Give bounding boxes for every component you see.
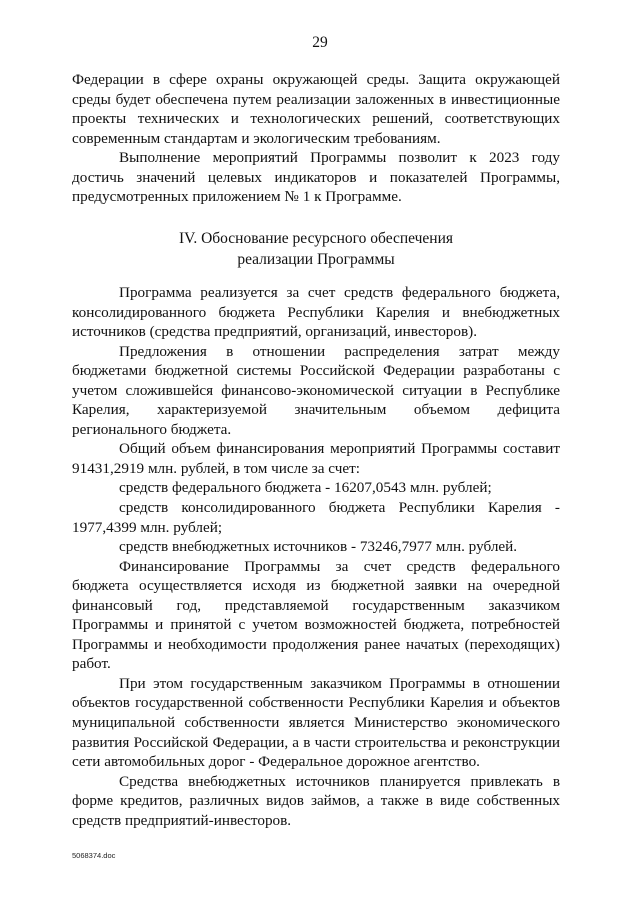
list-item: средств внебюджетных источников - 73246,7977 млн. рублей. bbox=[119, 538, 518, 556]
paragraph: Средства внебюджетных источников планируется привлекать в форме кредитов, различных видов займов, а также в виде собственных средств предприятий-инвесторов. bbox=[72, 772, 560, 829]
paragraph: Финансирование Программы за счет средств федерального бюджета осуществляется исходя из бюджетной заявки на очередной финансовый год, представляемой государственным заказчиком Программы и принятой с учетом возможностей бюджета, потребностей Программы и необходимости продолжения ранее начатых (переходящих) работ. bbox=[72, 557, 560, 673]
list-item: средств консолидированного бюджета Республики Карелия - 1977,4399 млн. рублей; bbox=[72, 499, 560, 536]
body-text-block bbox=[72, 283, 560, 830]
paragraph: Программа реализуется за счет средств федерального бюджета, консолидированного бюджета Республики Карелия и внебюджетных источников (средства предприятий, организаций, инвесторов). bbox=[72, 284, 560, 341]
top-text-block bbox=[72, 70, 560, 207]
paragraph: Выполнение мероприятий Программы позволит к 2023 году достичь значений целевых индикаторов и показателей Программы, предусмотренных приложением № 1 к Программе. bbox=[72, 149, 560, 206]
paragraph-continued: Федерации в сфере охраны окружающей среды. Защита окружающей среды будет обеспечена путем реализации заложенных в инвестиционные проекты технических и технологических решений, соответствующих современным стандартам и экологическим требованиям. bbox=[72, 71, 560, 147]
list-item: средств федерального бюджета - 16207,0543 млн. рублей; bbox=[119, 479, 492, 497]
section-heading-line-1: IV. Обоснование ресурсного обеспечения bbox=[178, 230, 454, 247]
section-heading bbox=[72, 228, 560, 270]
paragraph: Общий объем финансирования мероприятий Программы составит 91431,2919 млн. рублей, в том числе за счет: bbox=[72, 440, 560, 477]
footer-file-code: 5068374.doc bbox=[72, 851, 116, 860]
paragraph: Предложения в отношении распределения затрат между бюджетами бюджетной системы Российской Федерации разработаны с учетом сложившейся финансово-экономической ситуации в Республике Карелия, характеризуемой значительным объемом дефицита регионального бюджета. bbox=[72, 342, 560, 438]
page-number: 29 bbox=[312, 34, 328, 51]
section-heading-line-2: реализации Программы bbox=[237, 251, 395, 268]
paragraph: При этом государственным заказчиком Программы в отношении объектов государственной собственности Республики Карелия и объектов муниципальной собственности является Министерство экономического развития Российской Федерации, а в части строительства и реконструкции сети автомобильных дорог - Федеральное дорожное агентство. bbox=[72, 674, 560, 771]
